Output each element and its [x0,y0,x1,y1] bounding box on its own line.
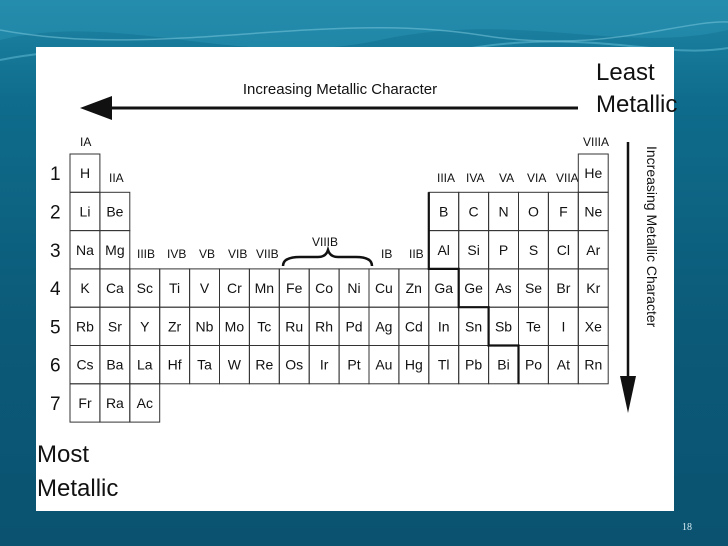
element-symbol: Kr [586,280,601,296]
element-cell-si [459,231,489,269]
element-cell-ir [309,346,339,384]
element-symbol: Rn [584,356,603,373]
element-symbol: Ne [584,203,603,220]
element-cell-rh [309,307,339,345]
element-symbol: Sr [107,318,122,335]
top-arrow-head [80,96,112,120]
element-cell-ne [578,192,608,230]
group-label-iib: IIB [409,247,424,261]
element-cell-na [70,231,100,269]
element-cell-fe [279,269,309,307]
element-cell-br [548,269,578,307]
least-metallic-line2: Metallic [596,91,678,118]
element-symbol: C [468,203,479,220]
element-symbol: Mo [224,318,245,335]
element-symbol: Cs [76,356,94,373]
group-label-ib: IB [381,247,393,261]
element-cell-mg [100,231,130,269]
element-symbol: Rh [315,318,334,335]
element-cell-ca [100,269,130,307]
element-symbol: Xe [584,318,602,335]
element-symbol: Ge [464,280,483,296]
element-symbol: Be [106,203,124,220]
element-cell-as [489,269,519,307]
element-symbol: Nb [195,318,214,335]
element-symbol: He [584,165,603,182]
element-symbol: Ni [347,280,361,296]
element-symbol: V [199,280,210,296]
group-label-viiia: VIIIA [583,135,610,149]
period-number: 2 [50,202,61,224]
element-symbol: Al [437,241,450,258]
element-cell-ga [429,269,459,307]
group-label-vb: VB [199,247,216,261]
element-symbol: Te [526,318,541,335]
element-symbol: Cr [227,280,242,296]
group-label-ivb: IVB [167,247,187,261]
side-arrow-label: Increasing Metallic Character [644,146,660,328]
top-arrow-label: Increasing Metallic Character [242,81,438,98]
element-symbol: La [137,356,153,373]
element-symbol: B [439,203,449,220]
element-cell-xe [578,307,608,345]
element-symbol: K [80,280,90,296]
element-symbol: Y [140,318,150,335]
element-cell-mo [220,307,250,345]
element-symbol: Zr [167,318,182,335]
element-cell-n [489,192,519,230]
group-label-ia: IA [80,135,92,149]
element-cell-au [369,346,399,384]
element-cell-ru [279,307,309,345]
element-cell-w [220,346,250,384]
element-cell-po [519,346,549,384]
group-label-via: VIA [527,171,547,185]
element-symbol: Hg [404,356,423,373]
element-cell-cl [548,231,578,269]
element-cell-pt [339,346,369,384]
element-cell-k [70,269,100,307]
element-symbol: Bi [497,356,510,373]
element-symbol: Hf [167,356,182,373]
element-cell-rb [70,307,100,345]
element-symbol: Tl [437,356,450,373]
element-cell-v [190,269,220,307]
group-label-iva: IVA [466,171,485,185]
slide-page-number: 18 [682,522,692,533]
element-cell-pb [459,346,489,384]
group-label-vib: VIB [228,247,248,261]
period-number: 5 [50,317,61,339]
element-cell-co [309,269,339,307]
viiib-brace [283,250,372,266]
element-symbol: P [498,241,509,258]
element-symbol: Cu [374,280,393,296]
element-cell-ba [100,346,130,384]
element-symbol: Pb [465,356,483,373]
element-symbol: Pt [347,356,361,373]
element-cell-la [130,346,160,384]
element-cell-nb [190,307,220,345]
element-cell-tc [249,307,279,345]
element-symbol: Fe [286,280,303,296]
element-symbol: Pd [345,318,363,335]
element-symbol: Se [524,280,543,296]
element-cell-be [100,192,130,230]
element-cell-h [70,154,100,192]
element-cell-zr [160,307,190,345]
element-symbol: Cd [404,318,423,335]
element-cell-in [429,307,459,345]
element-cell-fr [70,384,100,422]
element-cell-rn [578,346,608,384]
period-number: 4 [50,279,61,300]
element-symbol: I [561,318,566,335]
element-symbol: Zn [405,280,422,296]
element-symbol: Br [556,280,571,296]
element-cell-c [459,192,489,230]
period-number: 6 [50,355,61,377]
element-symbol: W [227,356,242,373]
element-symbol: Ra [105,394,124,411]
element-cell-pd [339,307,369,345]
element-cell-cr [220,269,250,307]
element-symbol: H [79,165,91,182]
element-cell-y [130,307,160,345]
element-symbol: Ag [375,318,393,335]
group-label-iiib: IIIB [137,247,156,261]
element-cell-ta [190,346,220,384]
most-metallic-line2: Metallic [37,475,119,502]
element-cell-se [519,269,549,307]
group-label-iia: IIA [109,171,124,185]
group-label-viia: VIIA [556,171,579,185]
element-symbol: Sb [494,318,513,335]
most-metallic-line1: Most [37,441,90,468]
element-symbol: Na [76,241,94,258]
element-symbol: Fr [78,394,92,411]
element-cell-ti [160,269,190,307]
element-symbol: Co [315,280,334,296]
element-symbol: Re [255,356,274,373]
element-cell-f [548,192,578,230]
period-number: 1 [50,164,61,186]
period-numbers [50,164,61,415]
element-symbol: Tc [257,318,272,335]
element-symbol: Ti [169,280,181,296]
element-cell-sn [459,307,489,345]
element-cell-he [578,154,608,192]
element-symbol: Rb [76,318,94,335]
element-cell-hf [160,346,190,384]
element-symbol: In [437,318,450,335]
element-cell-os [279,346,309,384]
element-symbol: Ta [197,356,212,373]
element-cell-b [429,192,459,230]
element-cell-p [489,231,519,269]
element-cell-s [519,231,549,269]
element-cell-te [519,307,549,345]
element-cell-i [548,307,578,345]
element-symbol: Si [467,241,480,258]
element-cell-ra [100,384,130,422]
element-cell-ni [339,269,369,307]
element-cell-al [429,231,459,269]
element-symbol: Ir [319,356,329,373]
element-symbol: Sn [465,318,483,335]
element-symbol: As [495,280,512,296]
element-cell-re [249,346,279,384]
element-cell-ag [369,307,399,345]
element-symbol: Ar [586,241,601,258]
least-metallic-line1: Least [596,59,655,86]
element-cell-sb [489,307,519,345]
element-cells [70,154,608,422]
element-symbol: N [498,203,509,220]
period-number: 7 [50,393,61,415]
element-cell-cu [369,269,399,307]
element-cell-tl [429,346,459,384]
element-cell-li [70,192,100,230]
element-cell-sr [100,307,130,345]
element-symbol: F [559,203,568,220]
element-symbol: Ga [434,280,454,296]
element-symbol: Mn [254,280,275,296]
element-cell-sc [130,269,160,307]
element-cell-hg [399,346,429,384]
period-number: 3 [50,240,61,262]
element-symbol: Ru [285,318,304,335]
element-symbol: Sc [136,280,153,296]
element-cell-o [519,192,549,230]
element-cell-at [548,346,578,384]
element-symbol: Ba [106,356,124,373]
element-cell-ge [459,269,489,307]
element-symbol: Au [375,356,393,373]
element-cell-ar [578,231,608,269]
element-cell-kr [578,269,608,307]
element-symbol: Li [79,203,91,220]
element-symbol: Po [524,356,543,373]
element-symbol: Mg [105,241,125,258]
group-label-viiib: VIIIB [312,235,339,249]
group-label-va: VA [499,171,515,185]
element-cell-cd [399,307,429,345]
element-symbol: S [528,241,539,258]
element-symbol: Os [285,356,304,373]
element-cell-bi [489,346,519,384]
element-symbol: Ac [136,394,153,411]
element-symbol: At [556,356,571,373]
element-cell-cs [70,346,100,384]
element-cell-ac [130,384,160,422]
group-label-viib: VIIB [256,247,279,261]
element-cell-zn [399,269,429,307]
group-label-iiia: IIIA [437,171,456,185]
element-symbol: O [528,203,539,220]
side-arrow-head [620,376,636,413]
element-cell-mn [249,269,279,307]
element-symbol: Cl [556,241,571,258]
element-symbol: Ca [105,280,124,296]
